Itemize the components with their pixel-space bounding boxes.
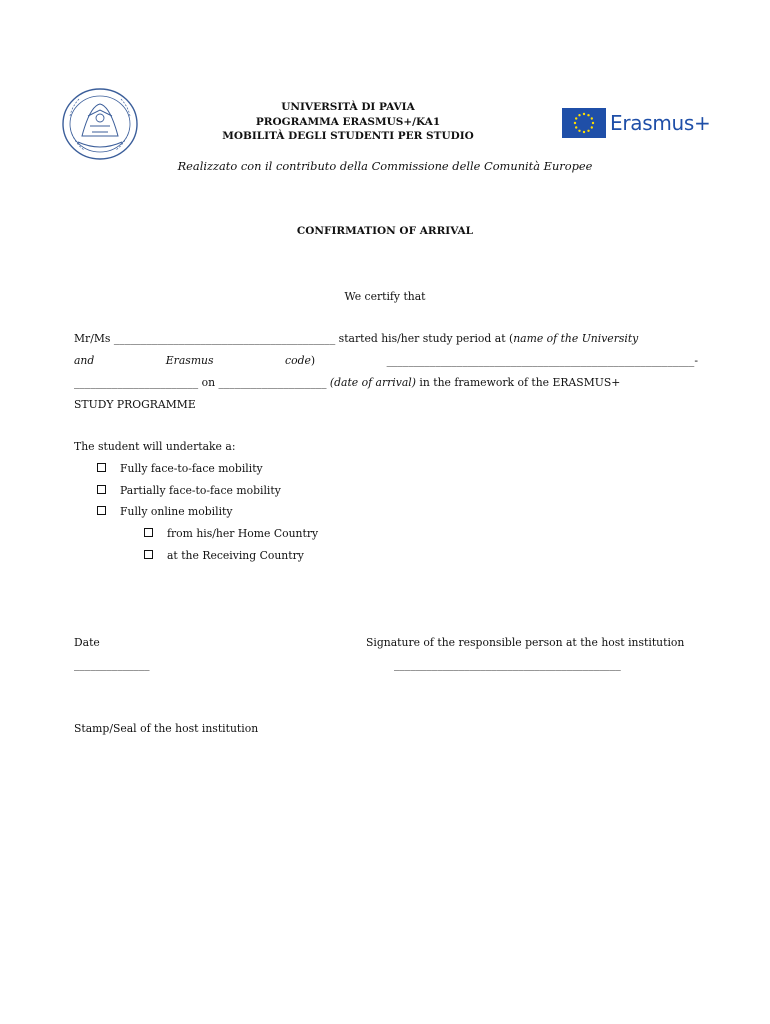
option-label: at the Receiving Country <box>167 549 304 562</box>
date-blank[interactable]: ______________ <box>74 658 150 671</box>
checkbox-icon[interactable] <box>97 463 106 472</box>
on-word: on <box>198 376 219 389</box>
date-label: Date <box>74 636 100 649</box>
mobility-intro: The student will undertake a: <box>74 440 236 453</box>
programme-name: PROGRAMMA ERASMUS+/KA1 <box>255 115 441 128</box>
student-name-blank[interactable]: _________________________________________ <box>113 332 336 345</box>
funding-statement: Realizzato con il contributo della Commissione delle Comunità Europee <box>177 159 593 173</box>
university-name: UNIVERSITÀ DI PAVIA <box>281 101 415 113</box>
arrival-date-hint: (date of arrival) <box>326 376 416 389</box>
option-label: Partially face-to-face mobility <box>120 484 281 497</box>
framework-text: in the framework of the ERASMUS+ <box>415 376 621 389</box>
signature-label: Signature of the responsible person at the host institution <box>366 636 685 649</box>
option-partially-face-to-face[interactable] <box>97 484 281 497</box>
erasmus-plus-logo <box>562 108 711 140</box>
header-block <box>150 100 546 144</box>
certify-statement: We certify that <box>344 290 426 303</box>
option-fully-face-to-face[interactable] <box>97 462 263 475</box>
mobility-type: MOBILITÀ DEGLI STUDENTI PER STUDIO <box>222 130 474 142</box>
stamp-label: Stamp/Seal of the host institution <box>74 722 259 735</box>
university-name-hint: name of the University <box>513 332 639 345</box>
suboption-home-country[interactable] <box>144 527 318 540</box>
code-word: code) <box>285 354 316 367</box>
arrival-date-blank[interactable]: ____________________ <box>218 376 327 389</box>
paragraph-line-3 <box>74 376 620 389</box>
paragraph-line-4: STUDY PROGRAMME <box>74 398 196 411</box>
suboption-receiving-country[interactable] <box>144 549 304 562</box>
signature-blank[interactable]: __________________________________________ <box>394 658 621 671</box>
checkbox-icon[interactable] <box>144 550 153 559</box>
erasmus-plus-wordmark: Erasmus+ <box>610 111 711 135</box>
erasmus-word: Erasmus <box>165 354 214 367</box>
university-seal-icon <box>60 86 140 162</box>
paragraph-line-1 <box>74 332 638 345</box>
paragraph-line-2 <box>74 354 698 367</box>
option-fully-online[interactable] <box>97 505 232 518</box>
checkbox-icon[interactable] <box>97 506 106 515</box>
option-label: Fully online mobility <box>120 505 233 518</box>
document-title: CONFIRMATION OF ARRIVAL <box>296 225 474 237</box>
study-period-text: started his/her study period at ( <box>335 332 514 345</box>
checkbox-icon[interactable] <box>97 485 106 494</box>
option-label: Fully face-to-face mobility <box>120 462 263 475</box>
student-label: Mr/Ms <box>74 332 114 345</box>
eu-flag-icon <box>562 108 606 138</box>
and-word: and <box>74 354 95 367</box>
option-label: from his/her Home Country <box>167 527 319 540</box>
university-code-blank[interactable]: _________________________________________________________- <box>386 354 698 367</box>
university-blank-continued[interactable]: _______________________ <box>74 376 199 389</box>
checkbox-icon[interactable] <box>144 528 153 537</box>
